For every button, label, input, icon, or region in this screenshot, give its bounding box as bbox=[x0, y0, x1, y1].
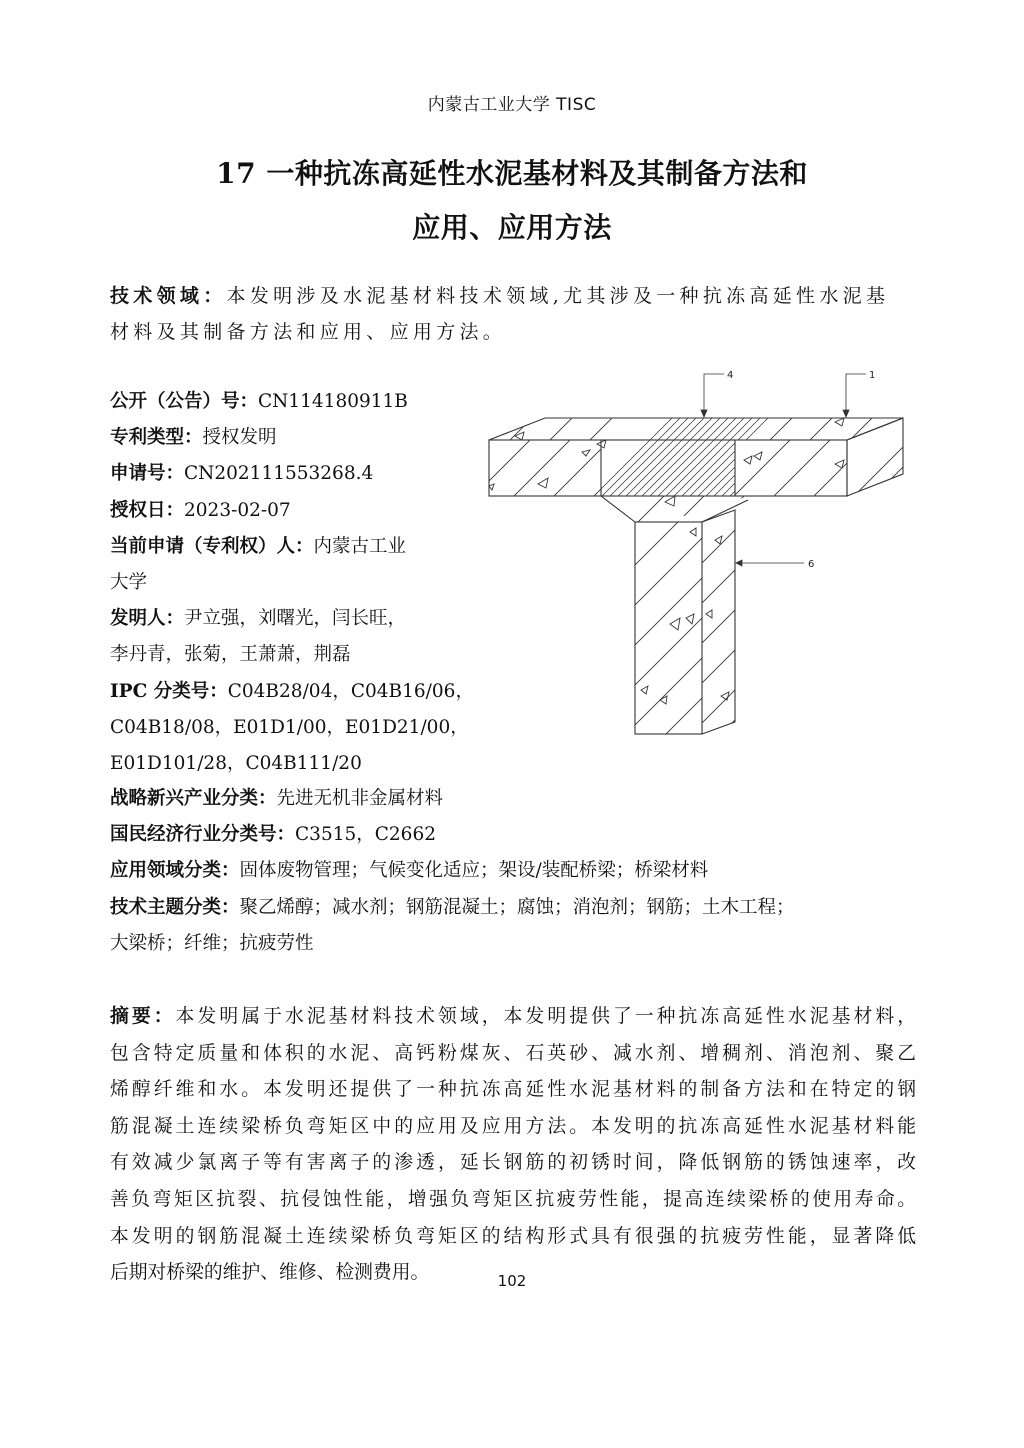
publication-number-row bbox=[110, 384, 480, 420]
abstract-line: 后期对桥梁的维护、维修、检测费用。 bbox=[110, 1262, 430, 1284]
tech-topic-label: 技术主题分类： bbox=[110, 896, 240, 918]
classification-section bbox=[110, 781, 920, 962]
inventors-row bbox=[110, 601, 480, 637]
grant-date-value: 2023-02-07 bbox=[184, 499, 291, 521]
tech-field-section bbox=[110, 278, 920, 350]
abstract-section bbox=[110, 998, 916, 1292]
abstract-line: 本发明的钢筋混凝土连续梁桥负弯矩区的结构形式具有很强的抗疲劳性能，显著降低 bbox=[110, 1225, 916, 1247]
abstract-line: 包含特定质量和体积的水泥、高钙粉煤灰、石英砂、减水剂、增稠剂、消泡剂、聚乙 bbox=[110, 1042, 916, 1064]
tech-field-text-2: 材料及其制备方法和应用、应用方法。 bbox=[110, 321, 507, 343]
publication-number-value: CN114180911B bbox=[258, 391, 408, 412]
aggregate-marks bbox=[489, 418, 844, 704]
ipc-value-1: C04B28/04，C04B16/06， bbox=[227, 680, 474, 702]
grant-date-label: 授权日： bbox=[110, 499, 185, 521]
application-field-label: 应用领域分类： bbox=[110, 860, 240, 882]
tech-topic-row bbox=[110, 890, 920, 926]
ipc-row bbox=[110, 674, 480, 710]
diagram-hatching bbox=[480, 410, 920, 750]
application-number-row bbox=[110, 456, 480, 492]
t-beam-diagram bbox=[480, 360, 920, 750]
strategic-industry-label: 战略新兴产业分类： bbox=[110, 788, 277, 809]
document-title-line-1: 17 一种抗冻高延性水泥基材料及其制备方法和 bbox=[216, 157, 808, 190]
patent-type-label: 专利类型： bbox=[110, 427, 203, 449]
ipc-value-2: C04B18/08，E01D1/00，E01D21/00， bbox=[110, 716, 469, 738]
reference-label-6: 6 bbox=[808, 559, 815, 570]
applicant-row bbox=[110, 529, 480, 565]
publication-number-label: 公开（公告）号： bbox=[110, 391, 259, 412]
application-number-label: 申请号： bbox=[110, 463, 185, 485]
applicant-label: 当前申请（专利权）人： bbox=[110, 535, 314, 557]
abstract-label: 摘要： bbox=[110, 1005, 176, 1027]
strategic-industry-row bbox=[110, 781, 920, 817]
patent-metadata bbox=[110, 384, 480, 782]
abstract-line: 有效减少氯离子等有害离子的渗透，延长钢筋的初锈时间，降低钢筋的锈蚀速率，改 bbox=[110, 1152, 916, 1174]
tech-topic-value-1: 聚乙烯醇；减水剂；钢筋混凝土；腐蚀；消泡剂；钢筋；土木工程； bbox=[239, 896, 795, 918]
applicant-value-2: 大学 bbox=[110, 572, 148, 594]
inventors-value-2: 李丹青，张菊，王萧萧，荆磊 bbox=[110, 644, 351, 666]
abstract-line: 烯醇纤维和水。本发明还提供了一种抗冻高延性水泥基材料的制备方法和在特定的钢 bbox=[110, 1079, 916, 1101]
national-economy-label: 国民经济行业分类号： bbox=[110, 824, 296, 846]
abstract-line: 善负弯矩区抗裂、抗侵蚀性能，增强负弯矩区抗疲劳性能，提高连续梁桥的使用寿命。 bbox=[110, 1188, 916, 1210]
page-number: 102 bbox=[497, 1272, 527, 1290]
page-header: 内蒙古工业大学 TISC bbox=[427, 95, 597, 115]
strategic-industry-value: 先进无机非金属材料 bbox=[276, 788, 444, 809]
tech-topic-value-2: 大梁桥；纤维；抗疲劳性 bbox=[110, 932, 314, 954]
application-number-value: CN202111553268.4 bbox=[184, 463, 374, 485]
ipc-label: IPC 分类号： bbox=[110, 680, 228, 702]
reference-label-1: 1 bbox=[869, 370, 876, 381]
application-field-value: 固体废物管理；气候变化适应；架设/装配桥梁；桥梁材料 bbox=[239, 860, 709, 882]
national-economy-row bbox=[110, 817, 920, 853]
applicant-value-1: 内蒙古工业 bbox=[313, 535, 407, 557]
reference-label-4: 4 bbox=[727, 370, 734, 381]
tech-field-label: 技术领域： bbox=[110, 285, 227, 307]
application-field-row bbox=[110, 853, 920, 889]
inventors-label: 发明人： bbox=[110, 608, 185, 630]
grant-date-row bbox=[110, 493, 480, 529]
national-economy-value: C3515，C2662 bbox=[295, 824, 436, 846]
abstract-line: 筋混凝土连续梁桥负弯矩区中的应用及应用方法。本发明的抗冻高延性水泥基材料能 bbox=[110, 1115, 916, 1137]
abstract-line bbox=[110, 998, 916, 1036]
patent-type-row bbox=[110, 420, 480, 456]
tech-field-text-1: 本发明涉及水泥基材料技术领域,尤其涉及一种抗冻高延性水泥基 bbox=[226, 285, 890, 307]
document-title-line-2: 应用、应用方法 bbox=[412, 211, 612, 244]
inventors-value-1: 尹立强，刘曙光，闫长旺， bbox=[184, 608, 407, 630]
ipc-value-3: E01D101/28，C04B111/20 bbox=[110, 753, 362, 775]
patent-type-value: 授权发明 bbox=[202, 427, 277, 449]
reference-leaders bbox=[701, 374, 866, 566]
diagram-outline bbox=[489, 418, 903, 734]
abstract-text: 本发明属于水泥基材料技术领域，本发明提供了一种抗冻高延性水泥基材料， bbox=[175, 1006, 917, 1027]
